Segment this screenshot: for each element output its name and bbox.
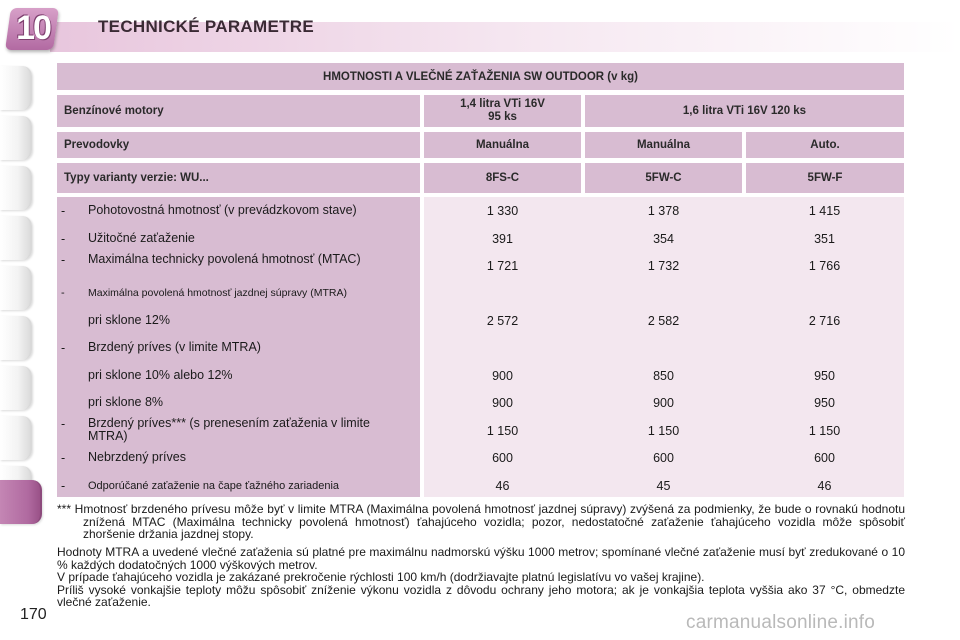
variant-row bbox=[57, 163, 904, 193]
row-label: Užitočné zaťaženie bbox=[88, 231, 195, 245]
engine-2-name: 1,6 litra VTi 16V 120 ks bbox=[585, 95, 904, 127]
row-value: 1 415 bbox=[808, 204, 841, 218]
variant-cell: 5FW-F bbox=[746, 163, 904, 193]
row-value: 46 bbox=[817, 479, 832, 493]
row-value: 900 bbox=[492, 369, 513, 383]
row-value: 1 378 bbox=[647, 204, 680, 218]
row-value: 900 bbox=[492, 396, 513, 410]
row-value: 46 bbox=[495, 479, 510, 493]
engine-1-cell bbox=[424, 95, 581, 127]
row-value: 950 bbox=[814, 369, 835, 383]
gearbox-label: Prevodovky bbox=[57, 132, 420, 158]
row-value: 850 bbox=[653, 369, 674, 383]
chapter-tab[interactable] bbox=[0, 416, 32, 460]
row-value: 2 572 bbox=[486, 314, 519, 328]
engine-1-power: 95 ks bbox=[488, 111, 517, 123]
row-value: 1 150 bbox=[808, 424, 841, 438]
row-label: pri sklone 8% bbox=[88, 395, 164, 409]
row-value: 351 bbox=[814, 232, 835, 246]
row-value: 2 716 bbox=[808, 314, 841, 328]
row-dash: - bbox=[61, 253, 66, 267]
footnote-text: *** Hmotnosť brzdeného prívesu môže byť v limite MTRA (Maximálna povolená hmotnosť jazdnej súpravy) zvýšená za podmienky, že bude o rovnakú hodnotu znížená MTAC (Maximálna technicky povolená hmotnosť) ťahajúceho vozidla; pozor, nedostatočné zaťaženie ťahajúceho vozidla môže spôsobiť zhoršenie držania jazdnej stopy. bbox=[57, 502, 905, 542]
page-number: 170 bbox=[20, 606, 47, 623]
page-title: TECHNICKÉ PARAMETRE bbox=[98, 17, 315, 36]
row-label: Maximálna technicky povolená hmotnosť (MTAC) bbox=[88, 252, 361, 266]
note-paragraph: Príliš vysoké vonkajšie teploty môžu spôsobiť zníženie výkonu vozidla z dôvodu ochrany jeho motora; ak je vonkajšia teplota vyššia ako 37 °C, obmedzte vlečné zaťaženie. bbox=[57, 582, 905, 610]
gearbox-cell: Manuálna bbox=[585, 132, 742, 158]
row-label: Nebrzdený príves bbox=[88, 450, 186, 464]
variant-label: Typy varianty verzie: WU... bbox=[57, 163, 420, 193]
gearbox-cell: Manuálna bbox=[424, 132, 581, 158]
row-value: 45 bbox=[656, 479, 671, 493]
row-dash: - bbox=[61, 417, 66, 431]
chapter-tab[interactable] bbox=[0, 316, 32, 360]
row-label: Brzdený príves (v limite MTRA) bbox=[88, 340, 261, 354]
notes-block bbox=[57, 546, 905, 609]
variant-cell: 8FS-C bbox=[424, 163, 581, 193]
row-value: 391 bbox=[492, 232, 513, 246]
table-title-row bbox=[57, 63, 904, 90]
row-label: Brzdený príves*** (s prenesením zaťaženia v limite MTRA) bbox=[88, 416, 370, 443]
row-label: pri sklone 12% bbox=[88, 313, 170, 327]
row-value: 600 bbox=[653, 451, 674, 465]
row-dash: - bbox=[61, 341, 66, 355]
row-value: 1 330 bbox=[486, 204, 519, 218]
row-value: 600 bbox=[814, 451, 835, 465]
chapter-number: 10 bbox=[16, 9, 50, 47]
engine-1-name: 1,4 litra VTi 16V bbox=[460, 98, 545, 110]
note-paragraph: Hodnoty MTRA a uvedené vlečné zaťaženia sú platné pre maximálnu nadmorskú výšku 1000 metrov; spomínané vlečné zaťaženie musí byť zredukované o 10 % každých dodatočných 1000 výškových metrov. bbox=[57, 545, 905, 572]
row-dash: - bbox=[61, 287, 65, 299]
row-dash: - bbox=[61, 451, 66, 465]
chapter-tab[interactable] bbox=[0, 66, 32, 110]
row-label: Maximálna povolená hmotnosť jazdnej súpravy (MTRA) bbox=[88, 287, 347, 299]
row-value: 950 bbox=[814, 396, 835, 410]
gearbox-cell: Auto. bbox=[746, 132, 904, 158]
chapter-tab[interactable] bbox=[0, 366, 32, 410]
row-dash: - bbox=[61, 232, 66, 246]
engine-row bbox=[57, 95, 904, 127]
chapter-tabs bbox=[0, 60, 34, 570]
row-value: 1 721 bbox=[486, 259, 519, 273]
table-title: HMOTNOSTI A VLEČNÉ ZAŤAŽENIA SW OUTDOOR (v kg) bbox=[57, 63, 904, 90]
engine-label: Benzínové motory bbox=[57, 95, 420, 127]
chapter-tab[interactable] bbox=[0, 216, 32, 260]
chapter-tab[interactable] bbox=[0, 166, 32, 210]
watermark: carmanualsonline.info bbox=[686, 612, 876, 633]
row-dash: - bbox=[61, 204, 66, 218]
row-value: 1 766 bbox=[808, 259, 841, 273]
row-value: 1 150 bbox=[647, 424, 680, 438]
row-label: Odporúčané zaťaženie na čape ťažného zariadenia bbox=[88, 480, 340, 492]
row-value: 1 150 bbox=[486, 424, 519, 438]
row-value: 354 bbox=[653, 232, 674, 246]
gearbox-row bbox=[57, 132, 904, 158]
row-label: Pohotovostná hmotnosť (v prevádzkovom stave) bbox=[88, 203, 357, 217]
chapter-tab[interactable] bbox=[0, 116, 32, 160]
chapter-tab-active[interactable] bbox=[0, 480, 42, 524]
row-dash: - bbox=[61, 479, 66, 493]
row-value: 2 582 bbox=[647, 314, 680, 328]
row-value: 600 bbox=[492, 451, 513, 465]
chapter-tab[interactable] bbox=[0, 266, 32, 310]
row-label: pri sklone 10% alebo 12% bbox=[88, 368, 233, 382]
note-paragraph: V prípade ťahajúceho vozidla je zakázané prekročenie rýchlosti 100 km/h (dodržiavajte platnú legislatívu vo vašej krajine). bbox=[57, 570, 705, 585]
footnote bbox=[57, 503, 905, 541]
row-value: 1 732 bbox=[647, 259, 680, 273]
variant-cell: 5FW-C bbox=[585, 163, 742, 193]
row-value: 900 bbox=[653, 396, 674, 410]
